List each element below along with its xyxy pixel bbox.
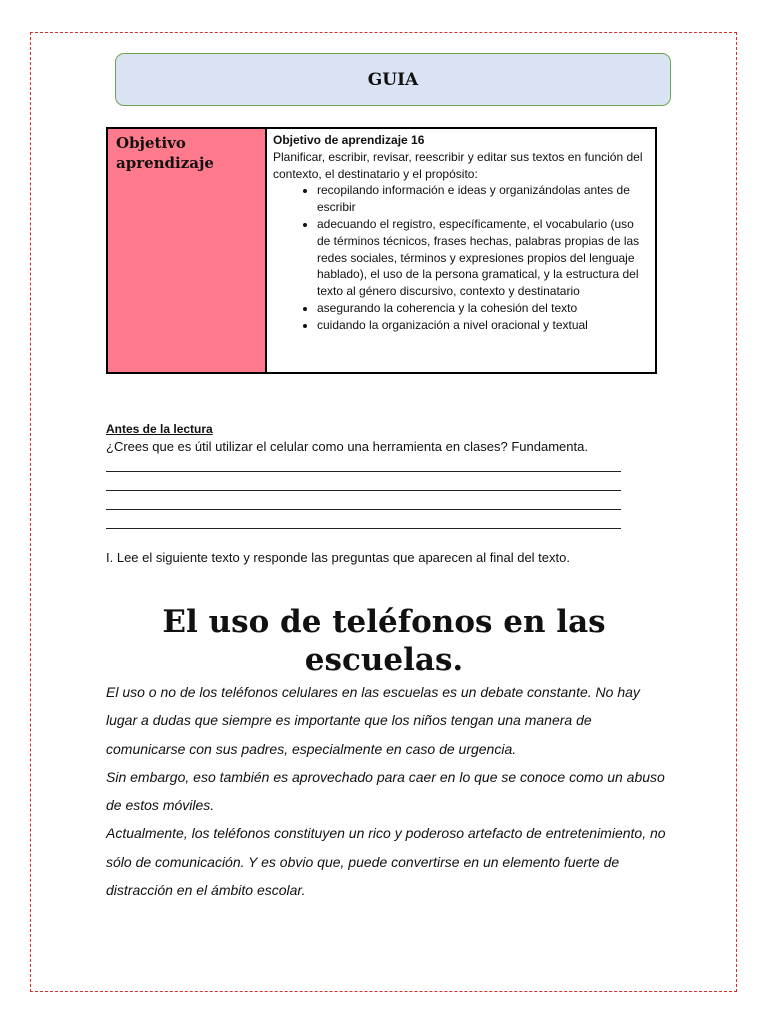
list-item: • adecuando el registro, específicamente, el vocabulario (uso de términos técnicos, frases hechas, palabras propias de las redes sociales, términos y expresiones propios del lenguaje hablado), el uso de la persona gramatical, y la estructura del texto al género discursivo, contexto y destinatario [317,216,649,300]
reading-instruction: I. Lee el siguiente texto y responde las preguntas que aparecen al final del texto. [106,550,570,565]
article-paragraph: Sin embargo, eso también es aprovechado para caer en lo que se conoce como un abuso de estos móviles. [106,768,665,814]
article-body [106,678,666,904]
article-title: El uso de teléfonos en las escuelas. [162,604,606,678]
objective-bullet-list [273,182,649,333]
list-item: • recopilando información e ideas y organizándolas antes de escribir [317,182,649,216]
answer-line[interactable] [106,471,621,472]
title-banner [115,53,671,106]
answer-line[interactable] [106,509,621,510]
answer-line[interactable] [106,490,621,491]
list-item: • asegurando la coherencia y la cohesión del texto [317,300,649,317]
page-title: GUIA [367,69,419,90]
pre-reading-question: ¿Crees que es útil utilizar el celular como una herramienta en clases? Fundamenta. [106,439,588,454]
objective-content-cell [267,129,655,372]
objective-label-cell [108,129,267,372]
objective-table [106,127,657,374]
pre-reading-heading: Antes de la lectura [106,422,213,436]
objective-heading: Objetivo de aprendizaje 16 [273,133,425,147]
objective-intro: Planificar, escribir, revisar, reescribir y editar sus textos en función del contexto, el destinatario y el propósito: [273,149,643,181]
article-paragraph: El uso o no de los teléfonos celulares en las escuelas es un debate constante. No hay lugar a dudas que siempre es importante que los niños tengan una manera de comunicarse con sus padres, especialmente en caso de urgencia. [106,684,640,757]
article-paragraph: Actualmente, los teléfonos constituyen un rico y poderoso artefacto de entretenimiento, no sólo de comunicación. Y es obvio que, puede convertirse en un elemento fuerte de distracción en el ámbito escolar. [106,825,666,899]
list-item: • cuidando la organización a nivel oracional y textual [317,317,649,334]
answer-line[interactable] [106,528,621,529]
objective-label: Objetivo aprendizaje [116,134,214,172]
